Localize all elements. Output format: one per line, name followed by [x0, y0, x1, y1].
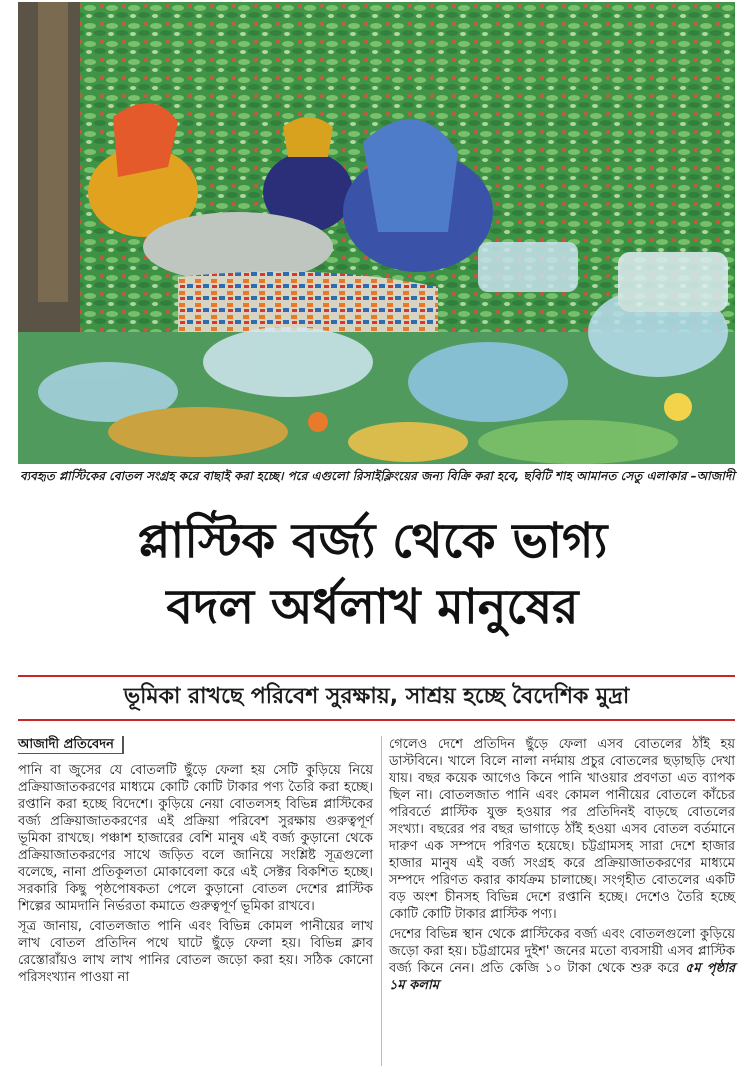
article-column-1 [18, 736, 373, 989]
column-divider [381, 736, 382, 1066]
photo-plastic-bottles-women-sorting-icon [18, 2, 735, 464]
photo-caption: ব্যবহৃত প্লাস্টিকের বোতল সংগ্রহ করে বাছাই করা হচ্ছে। পরে এগুলো রিসাইক্লিংয়ের জন্য বিক্রি করা হবে, ছবিটি শাহ আমানত সেতু এলাকার –আজাদী [20, 469, 735, 483]
news-photo [18, 2, 735, 464]
column-2-paragraph-2 [389, 926, 735, 994]
column-2-paragraph-1: গেলেও দেশে প্রতিদিন ছুঁড়ে ফেলা এসব বোতলের ঠাঁই হয় ডাস্টবিনে। খালে বিলে নালা নর্দমায় প্রচুর বোতলের ছড়াছড়ি দেখা যায়। বছর কয়েক আগেও কিনে পানি খাওয়ার প্রবণতা এত ব্যাপক ছিল না। বোতলজাত পানি এবং কোমল পানীয়ের বোতলে কাঁচের পরিবর্তে প্লাস্টিক যুক্ত হওয়ার পর প্রতিদিনই বাড়ছে বোতলের সংখ্যা। বছরের পর বছর ভাগাড়ে ঠাঁই হওয়া এসব বোতল বর্তমানে দারুণ এক সম্পদে পরিণত হয়েছে। চট্টগ্রামসহ সারা দেশে হাজার হাজার মানুষ এই বর্জ্য সংগ্রহ করে প্রক্রিয়াজাতকরণের মাধ্যমে সম্পদে পরিণত করার কার্যক্রম চালাচ্ছে। সংগৃহীত বোতলের একটি বড় অংশ চীনসহ বিভিন্ন দেশে রপ্তানি হচ্ছে। দেশেও তৈরি হচ্ছে কোটি কোটি টাকার প্লাস্টিক পণ্য। [389, 737, 735, 922]
column-2-paragraph-2-text: দেশের বিভিন্ন স্থান থেকে প্লাস্টিকের বর্জ্য এবং বোতলগুলো কুড়িয়ে জড়ো করা হয়। চট্টগ্রামের দুইশ' জনের মতো ব্যবসায়ী এসব প্লাস্টিক বর্জ্য কিনে নেন। প্রতি কেজি ১০ টাকা থেকে শুরু করে [389, 927, 735, 976]
headline-line-2: বদল অর্ধলাখ মানুষের [166, 579, 579, 635]
subheadline: ভূমিকা রাখছে পরিবেশ সুরক্ষায়, সাশ্রয় হচ্ছে বৈদেশিক মুদ্রা [123, 684, 630, 709]
headline [0, 508, 745, 640]
subheadline-bottom-rule [18, 719, 735, 721]
headline-line-1: প্লাস্টিক বর্জ্য থেকে ভাগ্য [137, 513, 608, 569]
column-1-paragraph-2: সূত্র জানায়, বোতলজাত পানি এবং বিভিন্ন কোমল পানীয়ের লাখ লাখ বোতল প্রতিদিন পথে ঘাটে ছুঁড়ে ফেলা হয়। বিভিন্ন ক্লাব রেস্তোরাঁয়ও লাখ লাখ পানির বোতল জড়ো করা হয়। সঠিক কোনো পরিসংখ্যান পাওয়া না [18, 919, 373, 985]
continuation-link[interactable]: ৫ম পৃষ্ঠার ১ম কলাম [389, 961, 735, 993]
byline: আজাদী প্রতিবেদন [18, 736, 124, 754]
article-column-2 [389, 736, 735, 997]
column-1-paragraph-1: পানি বা জুসের যে বোতলটি ছুঁড়ে ফেলা হয় সেটি কুড়িয়ে নিয়ে প্রক্রিয়াজাতকরণের মাধ্যমে কোটি কোটি টাকার পণ্য তৈরি করা হচ্ছে। রপ্তানি করা হচ্ছে বিদেশে। কুড়িয়ে নেয়া বোতলসহ বিভিন্ন প্লাস্টিকের বর্জ্য প্রক্রিয়াজাতকরণের এই প্রক্রিয়া পরিবেশ সুরক্ষায় গুরুত্বপূর্ণ ভূমিকা রাখছে। পঞ্চাশ হাজারের বেশি মানুষ এই বর্জ্য কুড়ানো থেকে প্রক্রিয়াজাতকরণের সাথে জড়িত বলে জানিয়ে সংশ্লিষ্ট সূত্রগুলো বলেছে, নানা প্রতিকূলতা মোকাবেলা করে এই সেক্টর বিকশিত হচ্ছে। সরকারি কিছু পৃষ্ঠপোষকতা পেলে কুড়ানো বোতল দেশের প্লাস্টিক শিল্পের আমদানি নির্ভরতা কমাতে গুরুত্বপূর্ণ ভূমিকা রাখবে। [18, 763, 373, 914]
